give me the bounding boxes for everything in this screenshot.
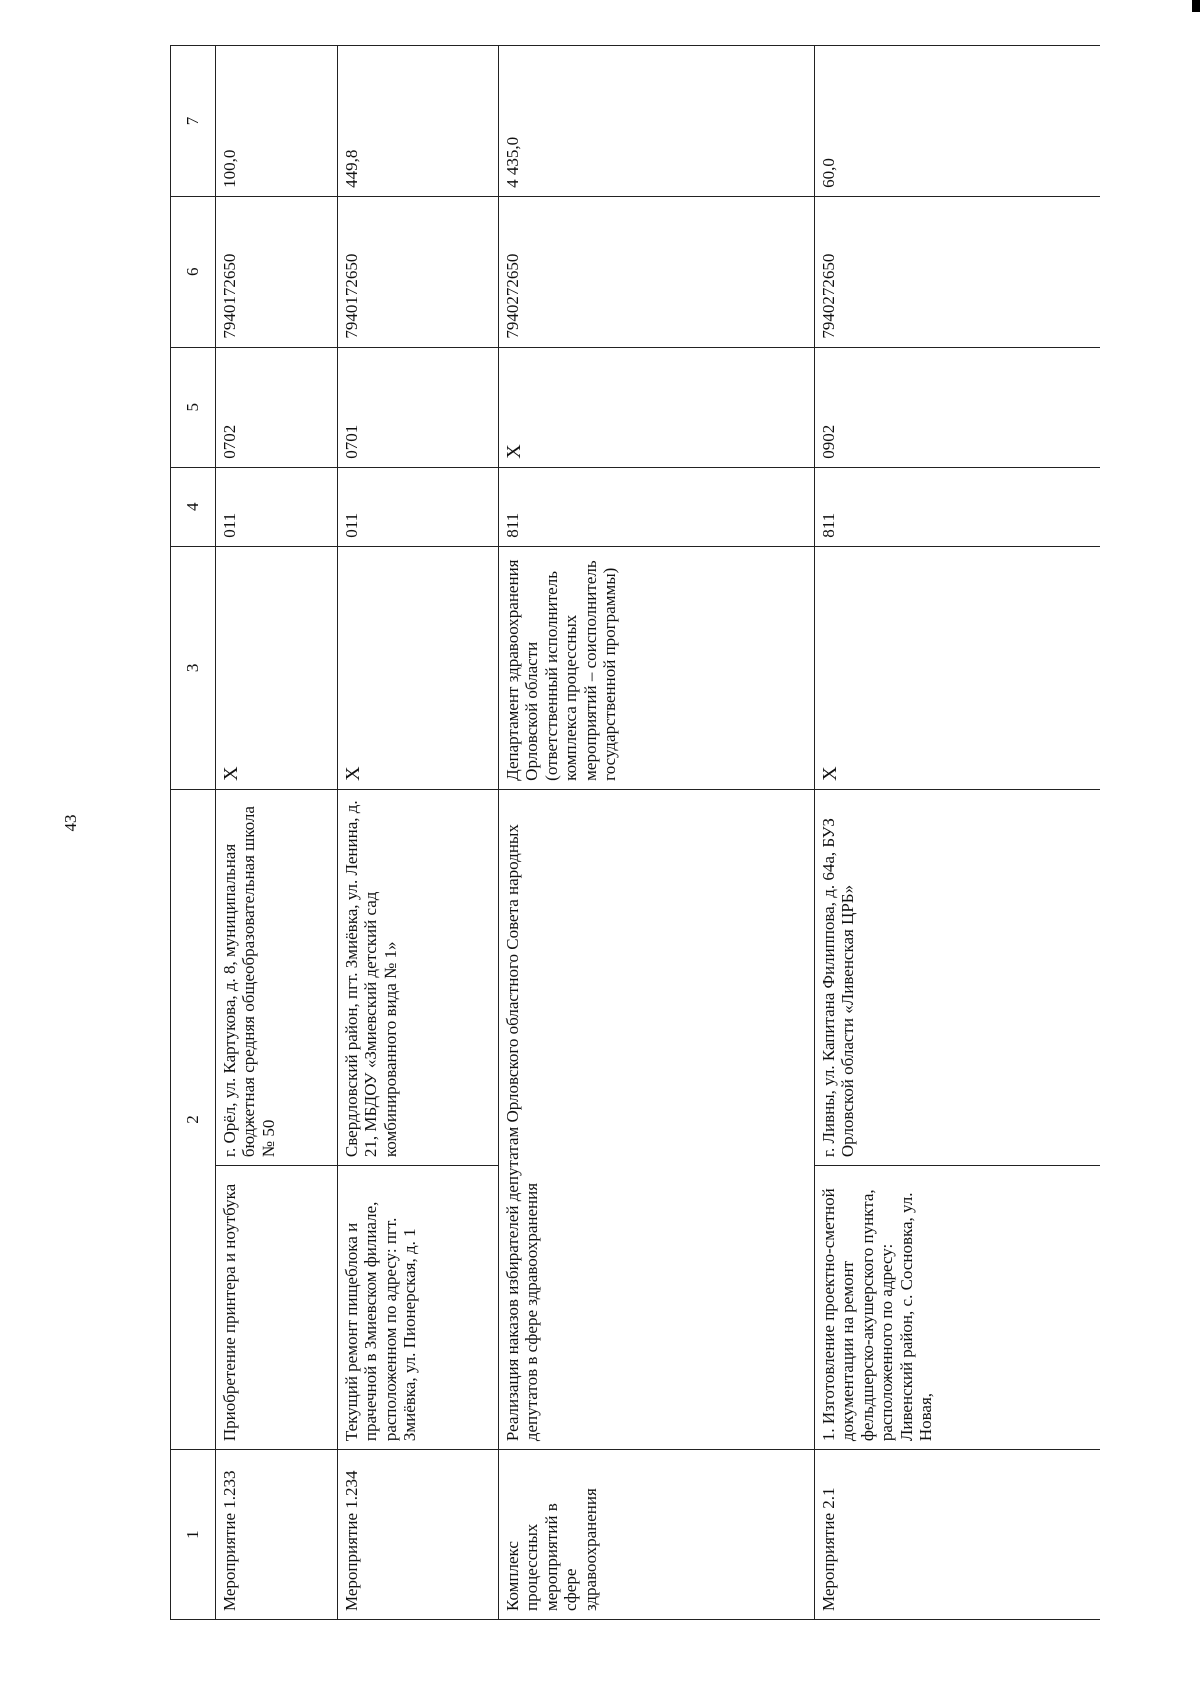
table-row bbox=[499, 46, 815, 1620]
table-row bbox=[815, 46, 1101, 1620]
cell-amount: 100,0 bbox=[216, 46, 338, 197]
cell-code-6: 7940172650 bbox=[338, 196, 499, 347]
cell-code-6: 7940172650 bbox=[216, 196, 338, 347]
cell-amount: 60,0 bbox=[815, 46, 1101, 197]
cell-activity: Мероприятие 1.233 bbox=[216, 1450, 338, 1620]
cell-executor: X bbox=[338, 546, 499, 789]
table-row bbox=[338, 46, 499, 1620]
col-header-7: 7 bbox=[171, 46, 216, 197]
cell-code-4: 011 bbox=[338, 467, 499, 546]
cell-address: Свердловский район, пгт. Змиёвка, ул. Ленина, д. 21, МБДОУ «Змиевский детский сад комбинированного вида № 1» bbox=[338, 789, 499, 1165]
cell-code-5: 0702 bbox=[216, 347, 338, 467]
cell-description: 1. Изготовление проектно-сметной документации на ремонт фельдшерско-акушерского пункта, расположенного по адресу: Ливенский район, с. Сосновка, ул. Новая, bbox=[815, 1166, 1101, 1450]
cell-code-6: 7940272650 bbox=[499, 196, 815, 347]
header-row bbox=[171, 46, 216, 1620]
table-row bbox=[216, 46, 338, 1620]
cell-code-5: 0902 bbox=[815, 347, 1101, 467]
cell-code-5: X bbox=[499, 347, 815, 467]
cell-amount: 4 435,0 bbox=[499, 46, 815, 197]
cell-address: г. Ливны, ул. Капитана Филиппова, д. 64а, БУЗ Орловской области «Ливенская ЦРБ» bbox=[815, 789, 1101, 1165]
cell-activity: Мероприятие 1.234 bbox=[338, 1450, 499, 1620]
cell-code-4: 811 bbox=[815, 467, 1101, 546]
col-header-6: 6 bbox=[171, 196, 216, 347]
col-header-4: 4 bbox=[171, 467, 216, 546]
cell-description: Приобретение принтера и ноутбука bbox=[216, 1166, 338, 1450]
cell-description-merged: Реализация наказов избирателей депутатам Орловского областного Совета народных депутатов в сфере здравоохранения bbox=[499, 789, 815, 1449]
cell-code-4: 811 bbox=[499, 467, 815, 546]
col-header-5: 5 bbox=[171, 347, 216, 467]
scan-edge-mark bbox=[1192, 0, 1200, 12]
rotated-table-container bbox=[170, 45, 1100, 1620]
cell-description: Текущий ремонт пищеблока и прачечной в Змиевском филиале, расположенном по адресу: пгт. Змиёвка, ул. Пионерская, д. 1 bbox=[338, 1166, 499, 1450]
cell-executor: Департамент здравоохранения Орловской области (ответственный исполнитель комплекса процессных мероприятий – соисполнитель государственной программы) bbox=[499, 546, 815, 789]
col-header-2: 2 bbox=[171, 789, 216, 1449]
cell-code-5: 0701 bbox=[338, 347, 499, 467]
cell-executor: X bbox=[815, 546, 1101, 789]
cell-address: г. Орёл, ул. Картукова, д. 8, муниципальная бюджетная средняя общеобразовательная школа № 50 bbox=[216, 789, 338, 1165]
cell-executor: X bbox=[216, 546, 338, 789]
cell-amount: 449,8 bbox=[338, 46, 499, 197]
cell-activity: Мероприятие 2.1 bbox=[815, 1450, 1101, 1620]
col-header-1: 1 bbox=[171, 1450, 216, 1620]
cell-code-6: 7940272650 bbox=[815, 196, 1101, 347]
page-number: 43 bbox=[61, 814, 80, 832]
cell-activity: Комплекс процессных мероприятий в сфере здравоохранения bbox=[499, 1450, 815, 1620]
funding-table bbox=[170, 45, 1100, 1620]
cell-code-4: 011 bbox=[216, 467, 338, 546]
col-header-3: 3 bbox=[171, 546, 216, 789]
